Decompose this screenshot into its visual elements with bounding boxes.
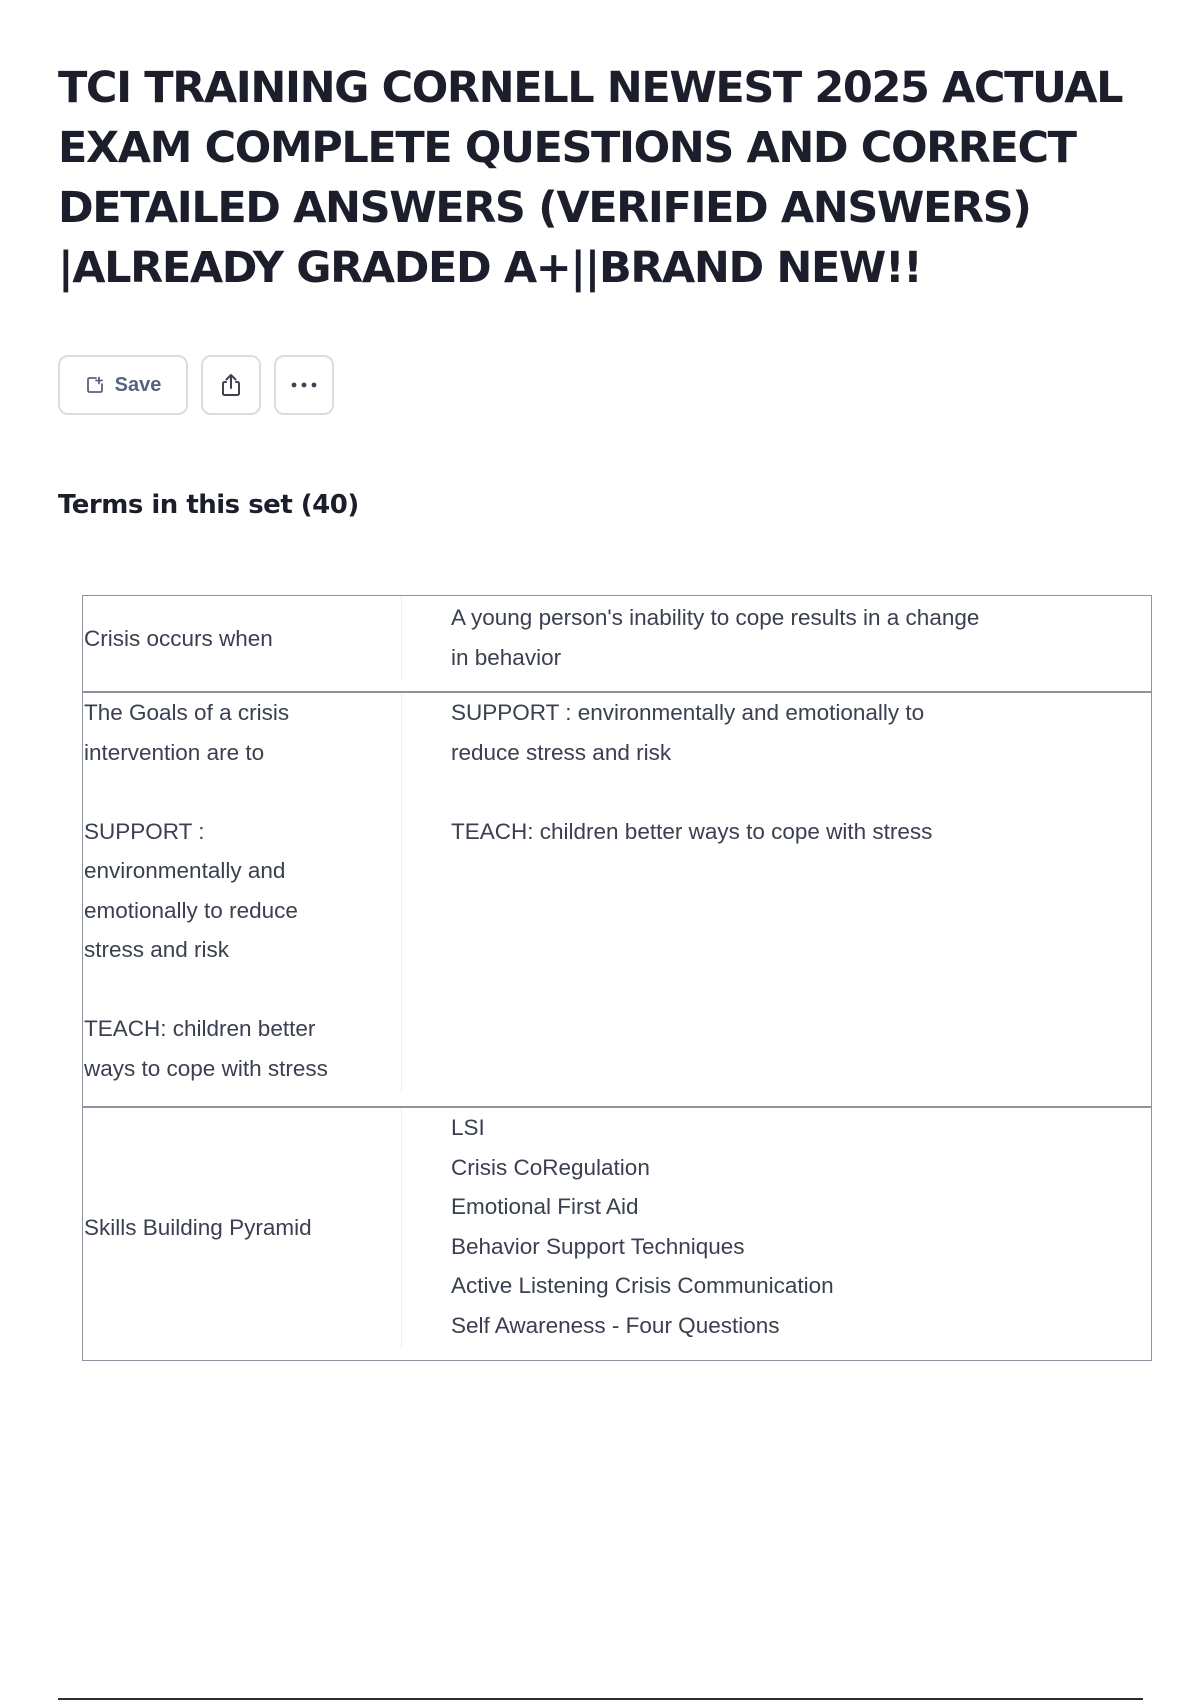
- set-toolbar: [58, 355, 334, 415]
- share-button[interactable]: [201, 355, 261, 415]
- definition-cell: LSI Crisis CoRegulation Emotional First Aid Behavior Support Techniques Active Listening Crisis Communication Self Awareness - Four Questions: [451, 1115, 834, 1338]
- term-cell: Skills Building Pyramid: [83, 1108, 402, 1348]
- more-options-icon: [289, 381, 319, 389]
- more-options-button[interactable]: [274, 355, 334, 415]
- table-row: [83, 691, 1151, 1106]
- share-icon: [217, 371, 245, 399]
- terms-heading: Terms in this set (40): [58, 490, 359, 520]
- table-row: [83, 1106, 1151, 1360]
- term-cell: The Goals of a crisis intervention are to SUPPORT : environmentally and emotionally to reduce stress and risk TEACH: children better ways to cope with stress: [83, 693, 402, 1093]
- table-row: [83, 596, 1151, 691]
- definition-cell: SUPPORT : environmentally and emotionally to reduce stress and risk TEACH: children better ways to cope with stress: [451, 700, 933, 844]
- save-to-folder-icon: [85, 375, 105, 395]
- term-cell: Crisis occurs when: [83, 596, 402, 681]
- terms-table: [82, 595, 1152, 1361]
- page-title: TCI TRAINING CORNELL NEWEST 2025 ACTUAL EXAM COMPLETE QUESTIONS AND CORRECT DETAILED ANSWERS (VERIFIED ANSWERS) |ALREADY GRADED A+||BRAND NEW!!: [58, 63, 1123, 293]
- save-button-label: Save: [114, 373, 162, 396]
- definition-cell: A young person's inability to cope results in a change in behavior: [451, 605, 980, 670]
- save-button[interactable]: [58, 355, 188, 415]
